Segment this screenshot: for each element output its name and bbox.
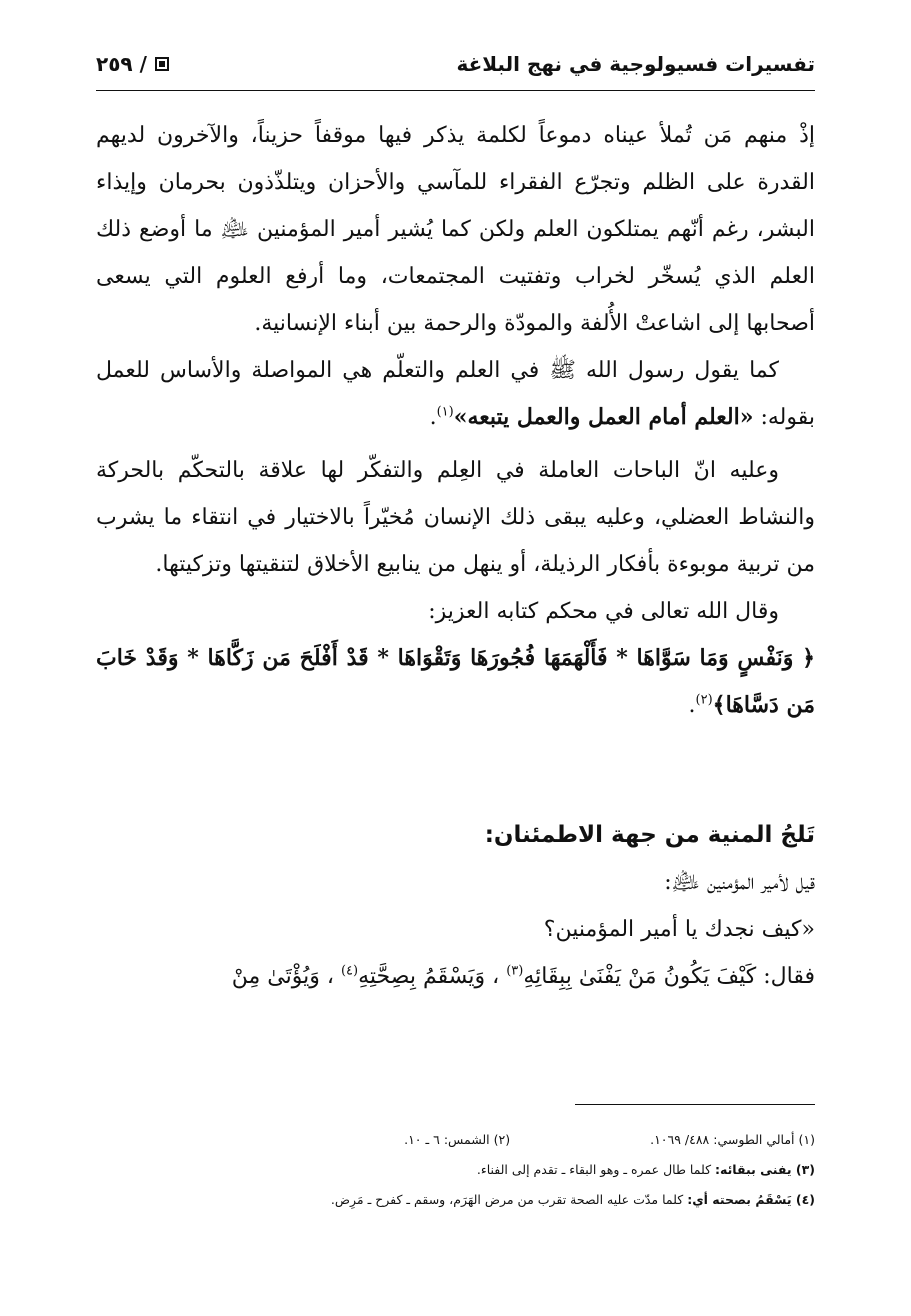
section-line-3-c: ، وَيُؤْتَىٰ مِنْ	[231, 964, 334, 989]
header-rule	[96, 90, 815, 91]
main-text	[96, 112, 815, 729]
footnote-1: (١) أمالي الطوسي: ٤٨٨/ ١٠٦٩.	[650, 1132, 815, 1147]
verse-text: ﴿ وَنَفْسٍ وَمَا سَوَّاهَا * فَأَلْهَمَهَا فُجُورَهَا وَتَقْوَاهَا * قَدْ أَفْلَحَ مَن زَكَّاهَا * وَقَدْ خَابَ مَن دَسَّاهَا﴾	[96, 645, 815, 718]
footnote-4-label: (٤) يَسْقَمُ بصحته أي:	[687, 1192, 815, 1207]
footnote-4-text: كلما مدّت عليه الصحة تقرب من مرض الهَرَم، وسقم ـ كفرح ـ مَرِض.	[330, 1192, 684, 1207]
paragraph-3: وعليه انّ الباحات العاملة في العِلم والتفكّر لها علاقة بالتحكّم بالحركة والنشاط العضلي، وعليه يبقى ذلك الإنسان مُخيّراً بالاختيار في انتقاء ما يشرب من تربية موبوءة بأفكار الرذيلة، أو ينهل من ينابيع الأخلاق لتنقيتها وتزكيتها.	[96, 458, 815, 577]
section-line-2: «كيف نجدك يا أمير المؤمنين؟	[543, 917, 815, 942]
section-line-1: قيل لأمير المؤمنين ﵇:	[664, 870, 815, 895]
footnote-rule	[575, 1104, 815, 1105]
paragraph-2-text: كما يقول رسول الله ﷺ في العلم والتعلّم هي المواصلة والأساس للعمل بقوله:	[96, 358, 815, 430]
square-ornament-icon	[155, 57, 169, 71]
footnote-4	[96, 1185, 815, 1215]
paragraph-2: كما يقول رسول الله ﷺ في العلم والتعلّم هي المواصلة والأساس للعمل بقوله: «العلم أمام العمل والعمل يتبعه»$^{(١)}$.	[96, 358, 815, 430]
page-number-group	[96, 52, 169, 76]
footnote-2: (٢) الشمس: ٦ ـ ١٠.	[404, 1132, 511, 1147]
section-block	[96, 812, 815, 1000]
page-number: ٢٥٩ /	[96, 52, 147, 76]
section-line-3-a: فقال: كَيْفَ يَكُونُ مَنْ يَفْنَىٰ بِبِقَائِهِ	[523, 964, 815, 989]
paragraph-4: وقال الله تعالى في محكم كتابه العزيز:	[428, 599, 779, 624]
section-line-3-b: ، وَيَسْقَمُ بِصِحَّتِهِ	[358, 964, 500, 989]
footnote-ref-2: (٢)	[695, 692, 713, 708]
running-header	[96, 42, 815, 86]
footnote-ref-3: (٣)	[506, 963, 524, 979]
running-title: تفسيرات فسيولوجية في نهج البلاغة	[456, 52, 815, 76]
footnote-ref-1: (١)	[436, 404, 454, 420]
section-line-3	[96, 953, 815, 1000]
section-heading: تَلجُ المنية من جهة الاطمئنان:	[484, 822, 815, 848]
footnotes	[96, 1125, 815, 1215]
hadith-quote: «العلم أمام العمل والعمل يتبعه»	[453, 404, 754, 430]
footnote-row-1	[96, 1125, 815, 1155]
footnote-3	[96, 1155, 815, 1185]
footnote-3-label: (٣) يفنى ببقائه:	[715, 1162, 815, 1177]
footnote-3-text: كلما طال عمره ـ وهو البقاء ـ تقدم إلى الفناء.	[476, 1162, 712, 1177]
quran-verse: ﴿ وَنَفْسٍ وَمَا سَوَّاهَا * فَأَلْهَمَهَا فُجُورَهَا وَتَقْوَاهَا * قَدْ أَفْلَحَ مَن زَكَّاهَا * وَقَدْ خَابَ مَن دَسَّاهَا﴾$^{(٢)}$.	[96, 645, 815, 718]
paragraph-1: إذْ منهم مَن تُملأ عيناه دموعاً لكلمة يذكر فيها موقفاً حزيناً، والآخرون لديهم القدرة على الظلم وتجرّع الفقراء للمآسي والأحزان ويتلذّذون بحرمان وإيذاء البشر، رغم أنّهم يمتلكون العلم ولكن كما يُشير أمير المؤمنين ﵇ ما أوضع ذلك العلم الذي يُسخّر لخراب وتفتيت المجتمعات، وما أرفع العلوم التي يسعى أصحابها إلى اشاعتْ الأُلفة والمودّة والرحمة بين أبناء الإنسانية.	[96, 123, 815, 336]
footnote-ref-4: (٤)	[340, 963, 359, 979]
